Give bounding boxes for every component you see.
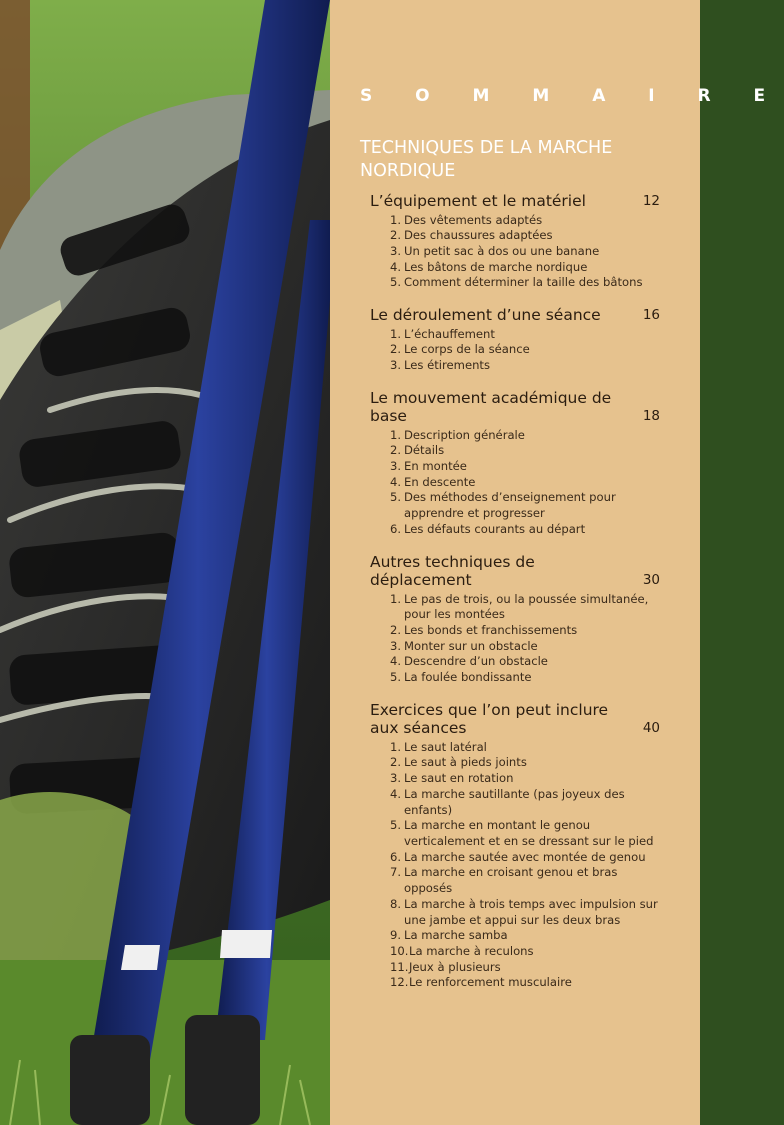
sommaire-heading: S O M M A I R E — [360, 86, 784, 106]
toc-section — [370, 389, 670, 538]
item-number: 6. — [390, 521, 402, 536]
item-text: Les bonds et franchissements — [404, 622, 578, 637]
toc-section — [370, 701, 670, 991]
item-number: 5. — [390, 818, 402, 833]
toc-item — [370, 654, 670, 670]
item-number: 7. — [390, 865, 402, 880]
toc-item — [370, 228, 670, 244]
part-title: TECHNIQUES DE LA MARCHE NORDIQUE — [360, 138, 613, 181]
item-number: 10. — [390, 943, 409, 958]
section-heading — [370, 553, 670, 590]
section-items — [370, 740, 670, 991]
item-number: 1. — [390, 326, 402, 341]
toc-item — [370, 213, 670, 229]
toc-item — [370, 490, 670, 521]
toc-item — [370, 443, 670, 459]
item-text: La marche samba — [404, 928, 508, 943]
table-of-contents-panel — [330, 0, 784, 1125]
item-text: Le saut à pieds joints — [404, 755, 527, 770]
section-items — [370, 213, 670, 292]
item-text: Des méthodes d’enseignement pour apprendre et progresser — [404, 490, 616, 521]
toc-item — [370, 818, 670, 849]
toc-section — [370, 553, 670, 686]
item-number: 1. — [390, 427, 402, 442]
toc-item — [370, 897, 670, 928]
section-page-number: 16 — [642, 307, 660, 324]
item-number: 1. — [390, 212, 402, 227]
section-title: L’équipement et le matériel — [370, 192, 586, 210]
item-text: Des chaussures adaptées — [404, 228, 553, 243]
section-title: Autres techniques de déplacement — [370, 552, 535, 590]
item-text: La marche sautillante (pas joyeux des enfants) — [404, 786, 625, 817]
toc-item — [370, 865, 670, 896]
item-text: Le saut en rotation — [404, 771, 514, 786]
toc-section — [370, 306, 670, 374]
item-text: Descendre d’un obstacle — [404, 654, 548, 669]
item-number: 2. — [390, 755, 402, 770]
item-number: 1. — [390, 591, 402, 606]
item-number: 3. — [390, 459, 402, 474]
item-text: En montée — [404, 459, 467, 474]
section-page-number: 12 — [642, 193, 660, 209]
item-number: 3. — [390, 357, 402, 372]
toc-item — [370, 850, 670, 866]
section-heading — [370, 701, 670, 738]
toc-item — [370, 755, 670, 771]
section-items — [370, 592, 670, 686]
item-text: Le pas de trois, ou la poussée simultanée, pour les montées — [404, 591, 649, 622]
toc-item — [370, 771, 670, 787]
item-number: 3. — [390, 243, 402, 258]
item-number: 4. — [390, 259, 402, 274]
item-number: 2. — [390, 342, 402, 357]
item-text: La foulée bondissante — [404, 670, 532, 685]
item-number: 5. — [390, 670, 402, 685]
toc-item — [370, 639, 670, 655]
section-title: Le mouvement académique de base — [370, 388, 612, 426]
item-text: Les bâtons de marche nordique — [404, 259, 588, 274]
item-number: 3. — [390, 638, 402, 653]
item-number: 11. — [390, 959, 409, 974]
toc-item — [370, 670, 670, 686]
toc-item — [370, 787, 670, 818]
item-text: La marche sautée avec montée de genou — [404, 849, 646, 864]
item-text: Le corps de la séance — [404, 342, 530, 357]
item-text: Détails — [404, 443, 445, 458]
item-number: 1. — [390, 739, 402, 754]
toc-item — [370, 260, 670, 276]
item-text: La marche en croisant genou et bras opposés — [404, 865, 618, 896]
item-number: 8. — [390, 896, 402, 911]
toc-section — [370, 192, 670, 291]
item-text: Jeux à plusieurs — [409, 959, 501, 974]
toc-item — [370, 475, 670, 491]
toc-item — [370, 740, 670, 756]
item-number: 5. — [390, 275, 402, 290]
toc-item — [370, 342, 670, 358]
toc-item — [370, 327, 670, 343]
toc-item — [370, 275, 670, 291]
section-title: Exercices que l’on peut inclure aux séances — [370, 700, 609, 738]
section-items — [370, 327, 670, 374]
toc-item — [370, 975, 670, 991]
toc-item — [370, 623, 670, 639]
toc-list — [370, 192, 670, 1006]
toc-item — [370, 428, 670, 444]
toc-item — [370, 459, 670, 475]
item-text: Comment déterminer la taille des bâtons — [404, 275, 643, 290]
section-heading — [370, 192, 670, 211]
item-number: 12. — [390, 975, 409, 990]
item-number: 2. — [390, 443, 402, 458]
item-text: En descente — [404, 474, 476, 489]
section-title: Le déroulement d’une séance — [370, 306, 601, 325]
section-page-number: 18 — [642, 408, 660, 425]
item-text: La marche à trois temps avec impulsion sur une jambe et appui sur les deux bras — [404, 896, 658, 927]
section-page-number: 30 — [642, 572, 660, 589]
item-number: 4. — [390, 474, 402, 489]
section-page-number: 40 — [642, 720, 660, 737]
item-text: Un petit sac à dos ou une banane — [404, 243, 600, 258]
item-text: La marche en montant le genou verticalement et en se dressant sur le pied — [404, 818, 654, 848]
section-heading — [370, 389, 670, 426]
item-number: 2. — [390, 622, 402, 637]
item-number: 4. — [390, 654, 402, 669]
section-items — [370, 428, 670, 538]
item-text: La marche à reculons — [409, 943, 534, 958]
item-number: 4. — [390, 786, 402, 801]
item-text: Description générale — [404, 427, 525, 442]
item-text: Le saut latéral — [404, 739, 487, 754]
item-text: Le renforcement musculaire — [409, 975, 572, 990]
section-heading — [370, 306, 670, 325]
item-number: 9. — [390, 928, 402, 943]
toc-item — [370, 244, 670, 260]
item-text: Monter sur un obstacle — [404, 638, 538, 653]
toc-item — [370, 960, 670, 976]
cover-photo — [0, 0, 330, 1125]
toc-item — [370, 358, 670, 374]
toc-item — [370, 944, 670, 960]
item-number: 2. — [390, 228, 402, 243]
toc-item — [370, 592, 670, 623]
toc-item — [370, 928, 670, 944]
item-number: 6. — [390, 849, 402, 864]
item-text: Des vêtements adaptés — [404, 212, 543, 227]
toc-item — [370, 522, 670, 538]
item-text: Les étirements — [404, 357, 491, 372]
item-text: L’échauffement — [404, 326, 495, 341]
item-number: 3. — [390, 771, 402, 786]
item-text: Les défauts courants au départ — [404, 521, 586, 536]
item-number: 5. — [390, 490, 402, 505]
